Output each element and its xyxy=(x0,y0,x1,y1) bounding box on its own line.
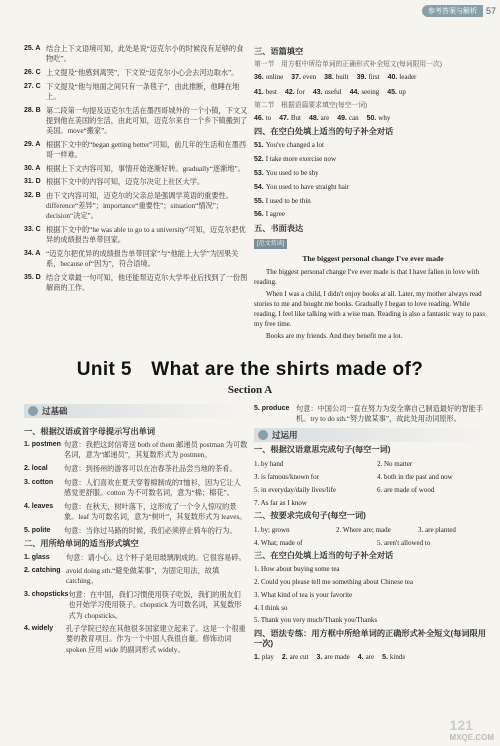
answer-value: 2. Where are; made xyxy=(336,525,391,534)
item-text: 句意：当你过马路的时候，我们必须停止骑车的行为。 xyxy=(64,526,237,535)
item-text: 孔子学院已经在其他很多国家建立起来了。这是一个很重要的教育项目。作为一个中国人我很自豪。修饰动词 spoken 应用 wide 的副词形式 widely。 xyxy=(66,625,246,654)
answer-value: why xyxy=(378,114,391,123)
section-heading: 二、按要求完成句子(每空一词) xyxy=(254,511,366,521)
item-number: 5. produce xyxy=(254,405,290,412)
answer-number: 44. xyxy=(349,88,362,96)
answer-value: seeing xyxy=(361,87,380,96)
list-item xyxy=(24,82,248,102)
subsection-heading: 第二节 根据语篇要求填空(每空一词) xyxy=(254,101,368,109)
answer-value: You've changed a lot xyxy=(265,141,324,150)
answer-cell xyxy=(282,652,309,663)
rewrite-answers xyxy=(254,525,492,548)
pen-icon xyxy=(28,406,38,416)
answer-number: 43. xyxy=(312,88,325,96)
item-number: 2. local xyxy=(24,465,48,473)
item-text: 句意：在中国，我们习惯使用筷子吃饭，我们的朋友们也开始学习使用筷子。chopstick 为可数名词，其复数形式为 chopsticks。 xyxy=(68,591,242,620)
list-item xyxy=(24,464,248,474)
section-heading: 四、在空白处填上适当的句子补全对话 xyxy=(254,127,394,137)
answer-number: 47. xyxy=(279,115,291,123)
answer-number: 52. xyxy=(254,156,266,164)
section-heading: 三、在空白处填上适当的句子补全对话 xyxy=(254,551,394,561)
answer-number: 2. xyxy=(281,654,290,662)
item-text: “迈克尔把优异的成绩报告单带回家”与“他能上大学”为因果关系，because of“因为”，符合语境。 xyxy=(46,249,239,269)
essay-title: The biggest personal change I've ever made xyxy=(302,254,444,264)
answer-cell xyxy=(324,72,349,83)
answer-number: 4. xyxy=(357,654,366,662)
answer-cell xyxy=(254,87,277,98)
answer-cell xyxy=(317,652,350,663)
answer-number: 5. xyxy=(382,654,390,662)
item-number: 25. A xyxy=(24,45,41,52)
item-number: 3. cotton xyxy=(24,478,54,486)
item-number: 31. D xyxy=(24,178,41,186)
header-page-number: 57 xyxy=(485,6,496,16)
answer-row xyxy=(254,472,492,482)
answer-value: first xyxy=(368,73,380,82)
item-number: 33. C xyxy=(24,226,41,234)
item-text: 上文提及“他感到离哭”，下文说“迈克尔小心会去河边取水”。 xyxy=(46,68,239,77)
answer-value: But xyxy=(290,114,301,123)
answer-value: are cut xyxy=(289,653,309,662)
list-item xyxy=(24,164,248,174)
left-top-answers xyxy=(24,44,248,297)
answer-value: 4. both in the past and now xyxy=(377,472,453,481)
answer-row xyxy=(254,459,492,469)
answer-number: 53. xyxy=(254,170,266,178)
section-title: Section A xyxy=(227,384,273,396)
answer-row xyxy=(254,87,492,98)
item-number: 34. A xyxy=(24,249,41,257)
item-text: 结合文章最一句可知，他还能帮迈克尔大学毕业后找到了一份图解商的工作。 xyxy=(46,273,248,293)
application-bar xyxy=(254,428,492,442)
item-number: 32. B xyxy=(24,191,41,199)
dialogue-line: 5. Thank you very much/Thank you/Thanks xyxy=(254,616,378,625)
section-heading: 一、根据汉语意思完成句子(每空一词) xyxy=(254,445,391,455)
list-item xyxy=(24,478,248,498)
answer-row xyxy=(254,113,492,124)
dialogue-line: 1. How about buying some tea xyxy=(254,565,340,574)
list-item xyxy=(24,68,248,78)
answer-cell xyxy=(357,72,380,83)
item-number: 2. catching xyxy=(24,567,61,575)
answer-number: 56. xyxy=(254,211,266,219)
item-number: 35. D xyxy=(24,273,41,281)
answer-value: best xyxy=(265,87,277,96)
vocab-answers xyxy=(24,440,248,536)
answer-row xyxy=(254,485,492,495)
dialogue-line xyxy=(254,182,492,193)
answer-value: are made xyxy=(324,653,350,662)
answer-value: are xyxy=(365,653,375,662)
list-item xyxy=(24,177,248,187)
list-item xyxy=(24,590,248,621)
answer-row xyxy=(254,498,492,508)
item-number: 4. widely xyxy=(24,625,54,633)
list-item xyxy=(24,44,248,64)
page-header xyxy=(422,4,496,18)
item-text: 由下文内容可知，迈克尔的父亲总是强调学英语的重要性。difference“差异”；importance“重要性”；situation“情况”；decision“决定”。 xyxy=(46,191,233,221)
dialogue-line xyxy=(254,209,492,220)
dialogue-answers xyxy=(254,564,492,625)
essay-paragraph: When I was a child, I didn't enjoy books at all. Later, my mother always read stories to me and bought me books. Gradually I began to love reading. While reading, I feel like talking with a wise man. Reading is also a fantastic way to pass my free time. xyxy=(254,290,485,329)
dialogue-line xyxy=(254,168,492,179)
answer-value: 6. are made of wood xyxy=(377,486,435,495)
answer-cell xyxy=(254,113,271,124)
answer-value: 3. are planted xyxy=(418,525,456,534)
item-text: 下文提及“他与地面之间只有一条毯子”，由此推断，他睡在地上。 xyxy=(46,82,240,101)
answer-value: to xyxy=(265,114,272,123)
answer-number: 1. xyxy=(254,654,262,662)
right-bottom-answers xyxy=(254,404,492,666)
dialogue-line xyxy=(254,140,492,151)
header-tab: 参考答案与解析 xyxy=(422,5,483,17)
answer-row xyxy=(254,538,492,548)
list-item xyxy=(24,140,248,160)
answer-value: You used to be shy xyxy=(265,169,319,178)
item-text: 第二段第一句提及迈克尔生活在墨西哥城外的一个小镇，下文又提到他在美国的生活，由此可知，迈克尔来自一个乡下镇搬到了美国。move“搬家”。 xyxy=(46,106,248,135)
item-text: 句意：中国公司一直在努力为安全寨自己制造最好的智能手机。try to do sth.“努力做某事”，故此处用动词原形。 xyxy=(296,405,483,424)
item-text: 根据下文中的“began getting better”可知，前几年的生活和在墨西哥一样难。 xyxy=(46,140,247,159)
left-bottom-answers xyxy=(24,424,248,658)
answer-value: I used to be thin xyxy=(265,196,311,205)
essay-body xyxy=(254,267,492,341)
dialogue-line: 2. Could you please tell me something about Chinese tea xyxy=(254,578,414,587)
translation-answers xyxy=(254,459,492,509)
list-item xyxy=(24,273,248,293)
answer-value: 4. What; made of xyxy=(254,538,303,547)
answer-number: 55. xyxy=(254,197,266,205)
answer-value: up xyxy=(398,87,406,96)
list-item xyxy=(24,566,248,586)
section-heading: 二、用所给单词的适当形式填空 xyxy=(24,539,139,549)
section-heading: 三、语篇填空 xyxy=(254,47,304,56)
section-heading: 四、语法专练：用方框中所给单词的正确形式补全短文(每词限用一次) xyxy=(254,628,486,648)
answer-cell xyxy=(309,113,329,124)
answer-cell xyxy=(291,72,316,83)
model-essay-badge: [范文赏读] xyxy=(254,239,287,249)
essay-paragraph: The biggest personal change I've ever made is that I have fallen in love with reading. xyxy=(254,268,480,287)
list-item xyxy=(24,502,248,522)
answer-number: 38. xyxy=(324,74,336,82)
right-top-answers xyxy=(254,44,492,343)
item-text: 根据上下文内容可知，事情开始逐渐好转。gradually“逐渐地”。 xyxy=(46,164,245,173)
form-answers xyxy=(24,553,248,655)
answer-number: 49. xyxy=(337,115,349,123)
answer-cell xyxy=(254,652,274,663)
item-text: 句意：请小心。这个杯子是用玻璃制成的。它很容易碎。 xyxy=(66,553,246,562)
answer-number: 50. xyxy=(366,115,379,123)
answer-cell xyxy=(313,87,342,98)
answer-number: 37. xyxy=(291,74,303,82)
item-number: 28. B xyxy=(24,106,41,114)
answer-cell xyxy=(367,113,391,124)
dialogue-line: 4. I think so xyxy=(254,603,288,612)
answer-number: 48. xyxy=(308,115,321,123)
page-footer xyxy=(450,717,494,742)
essay-paragraph: Books are my friends. And they benefit me a lot. xyxy=(266,332,403,341)
answer-cell xyxy=(382,652,405,663)
answer-cell xyxy=(337,113,358,124)
list-item xyxy=(24,440,248,460)
item-number: 29. A xyxy=(24,140,41,148)
item-text: avoid doing sth.“避免做某事”，为固定用法，故填 catching。 xyxy=(66,567,220,586)
item-number: 26. C xyxy=(24,68,41,76)
answer-value: You used to have straight hair xyxy=(265,182,350,191)
item-number: 30. A xyxy=(24,164,41,172)
section-heading: 五、书面表达 xyxy=(254,223,304,233)
answer-value: online xyxy=(265,73,284,82)
answer-number: 39. xyxy=(356,74,369,82)
dialogue-line xyxy=(254,154,492,165)
answer-cell xyxy=(358,652,374,663)
item-text: 句意：到扬州的游客可以在冶春茶社品尝当地的茶肴。 xyxy=(64,465,237,474)
item-number: 5. polite xyxy=(24,526,51,534)
bar-label: 过基础 xyxy=(42,406,68,416)
list-item xyxy=(24,624,248,655)
list-item xyxy=(24,249,248,269)
answer-value: 2. No matter xyxy=(377,459,413,468)
answer-number: 46. xyxy=(254,115,266,123)
answer-value: leader xyxy=(399,73,417,82)
answer-value: 5. aren't allowed to xyxy=(377,538,431,547)
item-text: 根据下文中的“he was able to go to a university”可知，迈克尔把优异的成绩报告单带回家。 xyxy=(46,226,246,245)
answer-value: 3. is famous/known for xyxy=(254,472,319,481)
list-item xyxy=(254,404,492,424)
basics-bar xyxy=(24,404,248,418)
item-text: 句意：在秋天，树叶落下，这形成了一个令人惊叹的景象。leaf 为可数名词，意为“树叶”，其复数形式为 leaves。 xyxy=(64,502,247,521)
dialogue-line xyxy=(254,196,492,207)
item-text: 句意：我把这封信寄送 both of them 邮递员 postman 为可数名词，意为“邮递员”，其复数形式为 postmen。 xyxy=(64,441,248,460)
answer-value: even xyxy=(302,73,317,82)
answer-row xyxy=(254,72,492,83)
item-number: 1. postmen xyxy=(24,441,61,449)
answer-value: for xyxy=(296,87,305,96)
answer-number: 45. xyxy=(387,88,399,96)
list-item xyxy=(24,553,248,563)
item-text: 句意：人们喜欢在夏天穿着棉制成的T恤衫，因为它让人感觉更舒服。cotton 为不可数名词，意为“棉；棉花”。 xyxy=(64,478,241,498)
answer-value: 5. in everyday/daily lives/life xyxy=(254,486,337,495)
unit-title: Unit 5 What are the shirts made of? xyxy=(76,359,424,380)
answer-number: 42. xyxy=(284,88,297,96)
answer-number: 51. xyxy=(254,142,266,150)
answer-number: 36. xyxy=(254,74,266,82)
item-text: 结合上下文语境可知，此处是说“迈克尔小的时候没有足够的食物吃”。 xyxy=(46,45,244,64)
answer-value: 7. As far as I know xyxy=(254,499,307,508)
answer-number: 3. xyxy=(316,654,325,662)
answer-number: 40. xyxy=(387,74,400,82)
dialogue-answers xyxy=(254,140,492,220)
answer-cell xyxy=(254,72,283,83)
answer-value: can xyxy=(348,114,359,123)
pen-icon xyxy=(258,430,268,440)
item-number: 1. glass xyxy=(24,553,50,561)
dialogue-line: 3. What kind of tea is your favorite xyxy=(254,590,353,599)
answer-value: I take more exercise now xyxy=(265,155,337,164)
answer-value: are xyxy=(320,114,330,123)
answer-value: I agree xyxy=(265,210,285,219)
answer-value: 1. by hand xyxy=(254,459,284,468)
footer-page-number: 121 xyxy=(449,717,473,733)
item-number: 27. C xyxy=(24,82,41,90)
answer-value: 1. by; grown xyxy=(254,525,290,534)
list-item xyxy=(24,225,248,245)
answer-cell xyxy=(387,87,406,98)
list-item xyxy=(24,526,248,536)
answer-cell xyxy=(388,72,417,83)
watermark: MXQE.COM xyxy=(449,733,494,742)
answer-cell xyxy=(279,113,301,124)
answer-number: 54. xyxy=(254,183,266,191)
section-heading: 一、根据汉语或首字母提示写出单词 xyxy=(24,427,156,436)
item-text: 根据下文中的内容可知，迈克尔决定上社区大学。 xyxy=(46,178,205,187)
answer-row xyxy=(254,652,492,663)
item-number: 3. chopsticks xyxy=(24,591,69,599)
answer-value: useful xyxy=(324,87,342,96)
answer-value: kinds xyxy=(389,653,406,662)
answer-number: 41. xyxy=(254,88,266,96)
item-number: 4. leaves xyxy=(24,502,54,510)
subsection-heading: 第一节 用方框中所给单词的正确形式补全短文(每词限用一次) xyxy=(254,61,443,69)
answer-row xyxy=(254,525,492,535)
answer-value: built xyxy=(335,73,349,82)
answer-value: play xyxy=(261,653,274,662)
list-item xyxy=(24,191,248,222)
bar-label: 过运用 xyxy=(272,430,298,441)
list-item xyxy=(24,106,248,137)
answer-cell xyxy=(285,87,305,98)
answer-cell xyxy=(350,87,380,98)
